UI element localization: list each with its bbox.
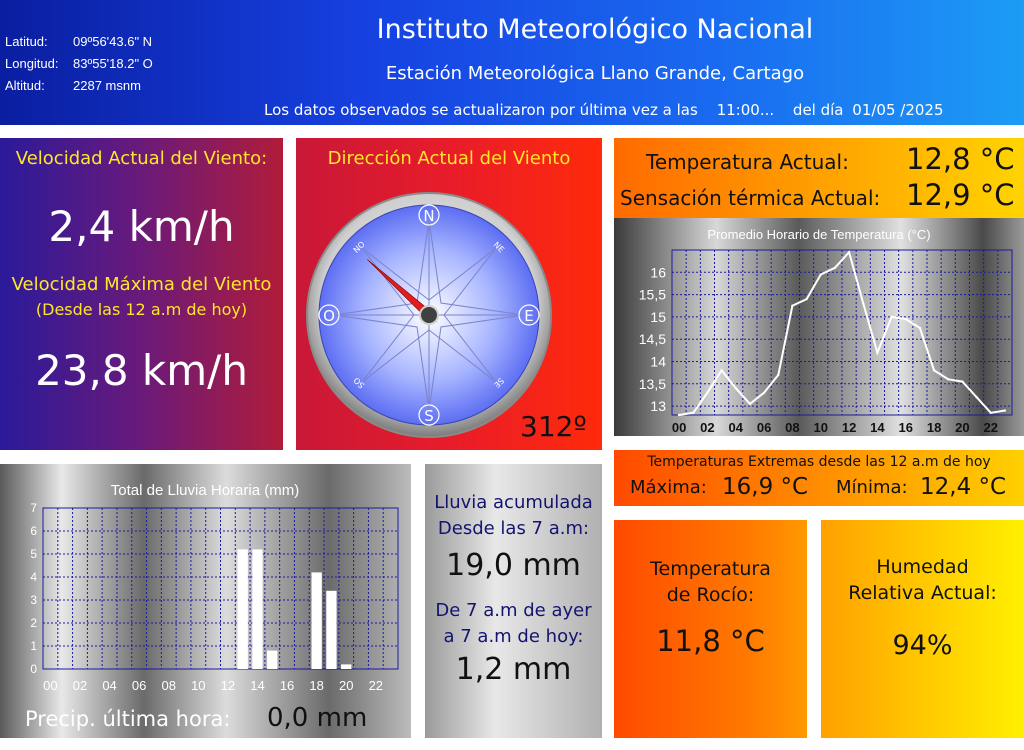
wind-speed-value: 2,4 km/h <box>48 202 235 251</box>
dew-point-panel <box>614 520 807 738</box>
rain-x-tick: 22 <box>368 678 384 693</box>
wind-direction-label: Dirección Actual del Viento <box>327 148 571 169</box>
temperature-point <box>919 327 921 329</box>
rain-acc-label-2: Desde las 7 a.m: <box>437 518 590 539</box>
rain-x-tick: 18 <box>309 678 324 693</box>
temp-x-tick: 12 <box>841 420 857 435</box>
longitude <box>5 56 153 71</box>
rain-bar <box>341 664 351 669</box>
rain-bar <box>267 651 277 669</box>
wind-max-value: 23,8 km/h <box>35 346 248 395</box>
humidity-label-2: Relativa Actual: <box>848 582 997 604</box>
compass-west-label: O <box>323 307 335 325</box>
wind-speed-panel <box>0 138 283 450</box>
altitude-value: 2287 msnm <box>73 78 141 93</box>
rain-acc-label-1: Lluvia acumulada <box>434 492 593 513</box>
rain-chart-svg <box>0 464 411 738</box>
temperature-chart-svg <box>614 218 1024 436</box>
temperature-point <box>763 392 765 394</box>
temp-x-tick: 02 <box>700 420 715 435</box>
temperature-point <box>805 298 807 300</box>
rain-x-tick: 04 <box>102 678 117 693</box>
temp-x-tick: 20 <box>955 420 970 435</box>
rain-bar <box>252 549 262 669</box>
temperature-extremes-panel <box>614 450 1024 506</box>
rain-y-tick: 6 <box>30 524 37 538</box>
rain-y-tick: 1 <box>30 639 37 653</box>
compass-no-label: NO <box>351 239 367 255</box>
temp-x-tick: 04 <box>728 420 743 435</box>
temperature-point <box>706 392 708 394</box>
rain-x-tick: 06 <box>131 678 147 693</box>
min-temp-label: Mínima: <box>836 477 908 498</box>
rain-bar <box>238 549 248 669</box>
update-text: Los datos observados se actualizaron por última vez a las <box>264 101 698 119</box>
temperature-point <box>735 387 737 389</box>
last-hour-value: 0,0 mm <box>267 703 368 733</box>
header <box>0 0 1024 125</box>
longitude-value: 83º55'18.2" O <box>73 56 153 71</box>
rain-bar <box>326 591 336 669</box>
temperature-label: Temperatura Actual: <box>646 150 849 174</box>
rain-day-value: 1,2 mm <box>455 652 572 687</box>
rain-x-tick: 10 <box>191 678 206 693</box>
temperature-point <box>692 412 694 414</box>
rain-x-tick: 12 <box>220 678 236 693</box>
temp-x-tick: 08 <box>785 420 800 435</box>
rain-y-tick: 2 <box>30 616 37 630</box>
last-hour-label: Precip. última hora: <box>25 707 231 731</box>
temp-x-tick: 16 <box>898 420 913 435</box>
update-line <box>264 101 944 119</box>
dew-value: 11,8 °C <box>656 624 765 658</box>
rain-day-label-1: De 7 a.m de ayer <box>435 600 592 621</box>
temperature-point <box>848 251 850 253</box>
temperature-value: 12,8 °C <box>906 142 1015 176</box>
temp-y-tick: 14 <box>650 353 666 370</box>
temp-y-tick: 13 <box>650 398 666 415</box>
latitude-label: Latitud: <box>5 34 48 49</box>
altitude-label: Altitud: <box>5 78 45 93</box>
temperature-point <box>890 316 892 318</box>
station-name: Estación Meteorológica Llano Grande, Cartago <box>385 63 805 84</box>
temp-y-tick: 15,5 <box>638 286 666 303</box>
temperature-point <box>990 412 992 414</box>
feels-like-label: Sensación térmica Actual: <box>620 186 881 210</box>
temperature-point <box>876 351 878 353</box>
humidity-label-1: Humedad <box>876 556 969 578</box>
compass-east-label: E <box>524 307 534 325</box>
rain-chart-title: Total de Lluvia Horaria (mm) <box>110 482 300 499</box>
compass-north-label: N <box>423 207 435 225</box>
update-date: 01/05 /2025 <box>852 101 944 119</box>
update-day-label: del día <box>792 101 844 119</box>
temp-y-tick: 13,5 <box>638 375 666 392</box>
temp-x-tick: 14 <box>870 420 885 435</box>
dew-label-1: Temperatura <box>650 558 771 580</box>
rain-x-tick: 14 <box>250 678 265 693</box>
temp-x-tick: 06 <box>756 420 772 435</box>
max-temp-label: Máxima: <box>630 477 707 498</box>
rain-x-tick: 16 <box>279 678 295 693</box>
compass-south-label: S <box>424 407 434 425</box>
wind-max-sub: (Desde las 12 a.m de hoy) <box>35 300 248 319</box>
wind-max-label: Velocidad Máxima del Viento <box>11 274 272 295</box>
temperature-panel <box>614 138 1024 218</box>
rain-y-tick: 4 <box>30 570 37 584</box>
min-temp-value: 12,4 °C <box>920 474 1007 500</box>
temperature-point <box>777 374 779 376</box>
latitude-value: 09º56'43.6" N <box>73 34 153 49</box>
temp-x-tick: 00 <box>671 420 687 435</box>
temp-x-tick: 10 <box>813 420 828 435</box>
rain-day-label-2: a 7 a.m de hoy: <box>443 626 584 647</box>
humidity-value: 94% <box>892 630 953 661</box>
temperature-point <box>720 369 722 371</box>
temperature-point <box>961 380 963 382</box>
altitude <box>5 78 141 93</box>
humidity-panel <box>821 520 1024 738</box>
rain-bar <box>311 572 321 669</box>
compass-so-label: SO <box>352 375 367 390</box>
wind-direction-panel <box>296 138 602 450</box>
rain-y-tick: 5 <box>30 547 37 561</box>
temp-y-tick: 14,5 <box>638 331 666 348</box>
rain-acc-value: 19,0 mm <box>446 548 581 583</box>
update-time: 11:00... <box>716 101 775 119</box>
dew-label-2: de Rocío: <box>666 584 755 606</box>
latitude <box>5 34 152 49</box>
temperature-point <box>905 318 907 320</box>
rain-y-tick: 0 <box>30 662 37 676</box>
temperature-point <box>791 305 793 307</box>
rain-x-tick: 20 <box>338 678 354 693</box>
rain-accumulated-panel <box>425 464 602 738</box>
page-title: Instituto Meteorológico Nacional <box>376 14 814 45</box>
needle-hub <box>420 306 438 324</box>
temperature-point <box>749 403 751 405</box>
wind-speed-label: Velocidad Actual del Viento: <box>15 148 268 169</box>
temperature-chart <box>614 218 1024 436</box>
compass-ne-label: NE <box>491 240 506 255</box>
temp-y-tick: 15 <box>650 308 666 325</box>
temperature-point <box>678 414 680 416</box>
compass-se-label: SE <box>492 376 506 390</box>
max-temp-value: 16,9 °C <box>722 474 809 500</box>
temperature-point <box>834 267 836 269</box>
temperature-point <box>975 396 977 398</box>
rain-x-tick: 08 <box>161 678 176 693</box>
temperature-point <box>933 369 935 371</box>
temperature-point <box>947 378 949 380</box>
extremes-label: Temperaturas Extremas desde las 12 a.m de hoy <box>647 454 991 470</box>
temp-y-tick: 16 <box>650 264 666 281</box>
temperature-point <box>820 273 822 275</box>
temperature-point <box>862 302 864 304</box>
rain-y-tick: 3 <box>30 593 37 607</box>
rain-y-tick: 7 <box>30 501 37 515</box>
temp-x-tick: 18 <box>926 420 942 435</box>
temperature-chart-title: Promedio Horario de Temperatura (°C) <box>707 227 931 242</box>
temp-x-tick: 22 <box>983 420 998 435</box>
rain-x-tick: 00 <box>43 678 58 693</box>
rain-chart-panel <box>0 464 411 738</box>
longitude-label: Longitud: <box>5 56 59 71</box>
compass <box>304 190 554 440</box>
rain-x-tick: 02 <box>72 678 88 693</box>
wind-direction-value: 312º <box>520 410 587 443</box>
temperature-point <box>1004 409 1006 411</box>
feels-like-value: 12,9 °C <box>906 178 1015 212</box>
